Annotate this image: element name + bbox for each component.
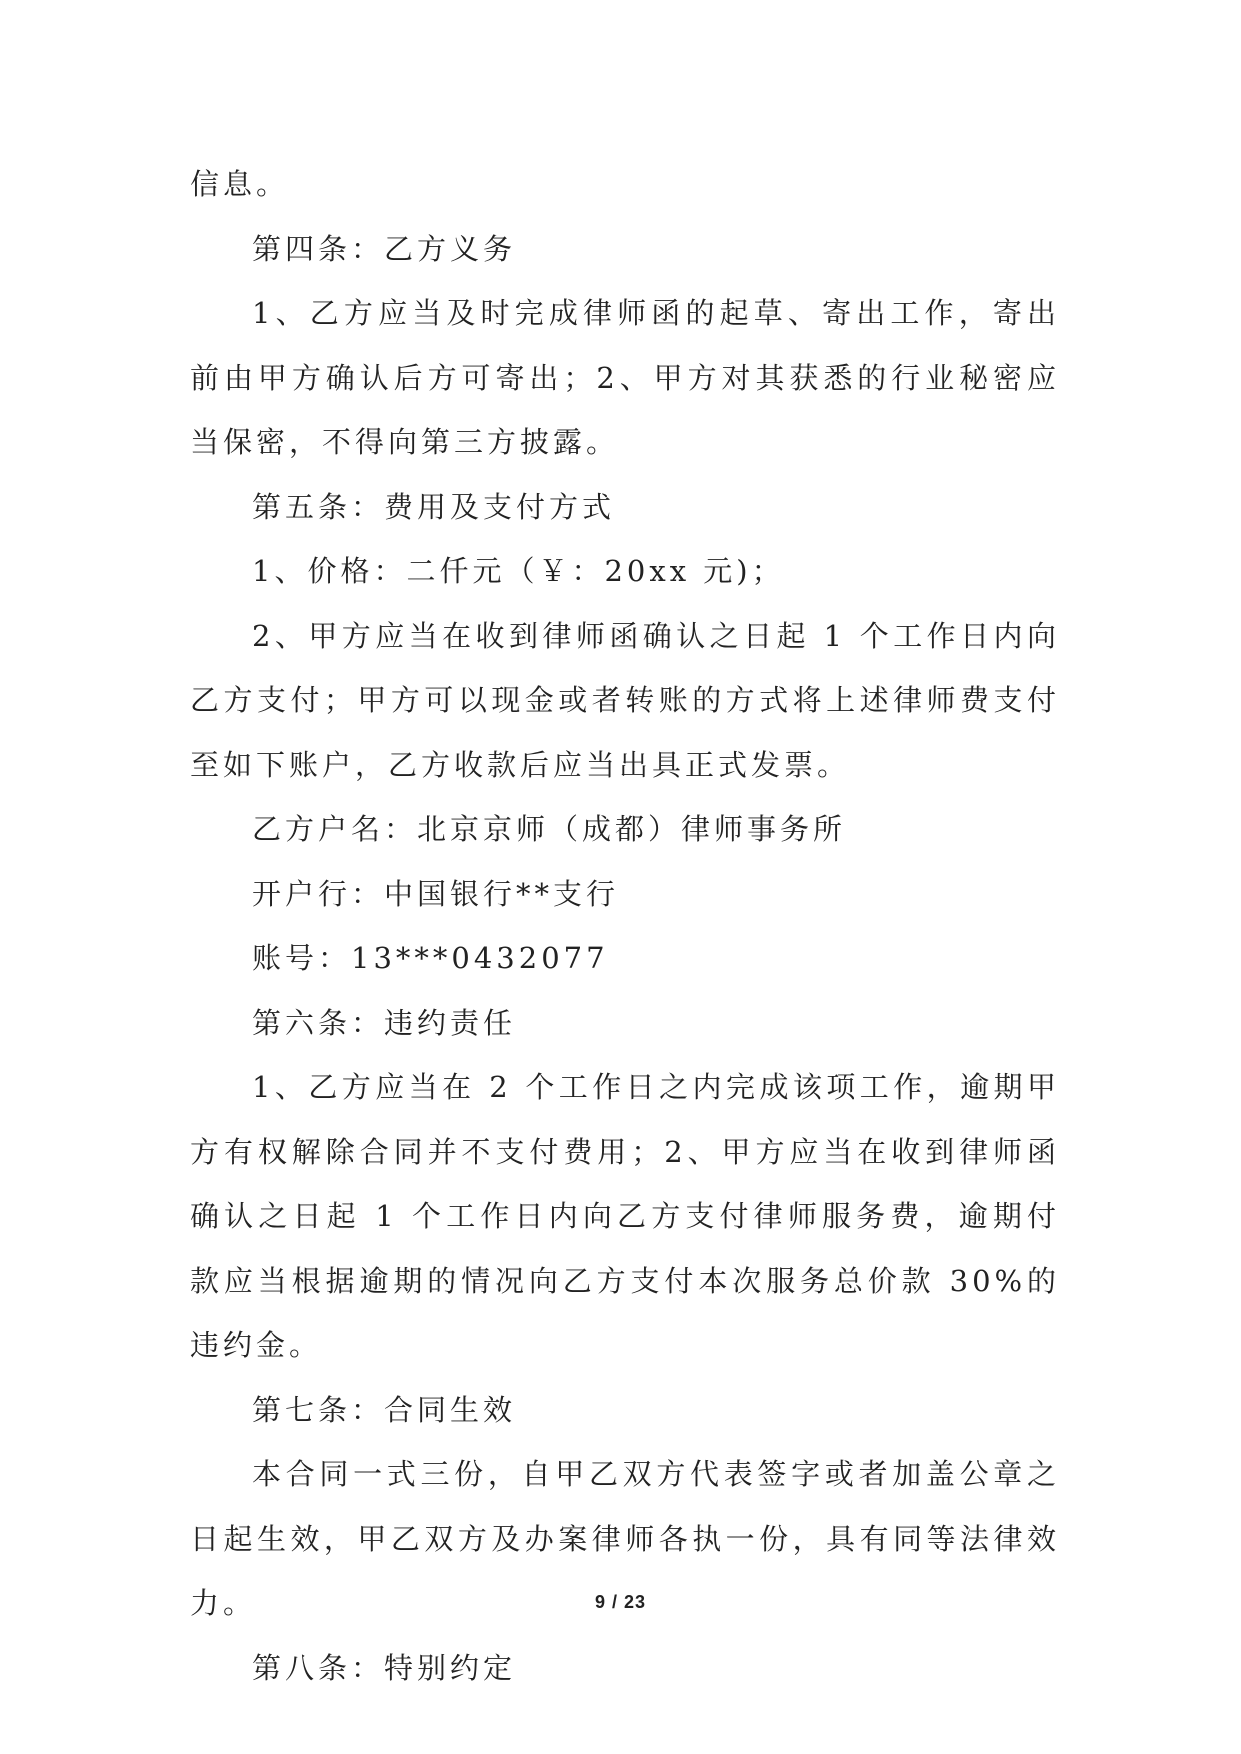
document-body bbox=[190, 152, 1060, 1700]
account-number: 账号：13***0432077 bbox=[252, 941, 609, 975]
article-5-heading: 第五条：费用及支付方式 bbox=[252, 489, 616, 524]
paragraph-continuation: 信息。 bbox=[190, 167, 290, 201]
page-number: 9 / 23 bbox=[594, 1592, 647, 1612]
article-8-heading: 第八条：特别约定 bbox=[252, 1650, 517, 1685]
article-5-payment: 2、甲方应当在收到律师函确认之日起 1 个工作日内向乙方支付；甲方可以现金或者转账的方式将上述律师费支付至如下账户，乙方收款后应当出具正式发票。 bbox=[190, 618, 1060, 782]
article-6-body: 1、乙方应当在 2 个工作日之内完成该项工作，逾期甲方有权解除合同并不支付费用；2、甲方应当在收到律师函确认之日起 1 个工作日内向乙方支付律师服务费，逾期付款应当根据逾期的情况向乙方支付本次服务总价款 30%的违约金。 bbox=[190, 1070, 1060, 1362]
article-6-heading: 第六条：违约责任 bbox=[252, 1005, 517, 1040]
account-bank: 开户行：中国银行**支行 bbox=[252, 876, 620, 911]
article-5-price: 1、价格：二仟元（￥：20xx 元)； bbox=[252, 554, 785, 588]
article-4-heading: 第四条：乙方义务 bbox=[252, 231, 517, 266]
account-name: 乙方户名：北京京师（成都）律师事务所 bbox=[252, 812, 847, 846]
article-7-heading: 第七条：合同生效 bbox=[252, 1392, 517, 1427]
article-7-body: 本合同一式三份，自甲乙双方代表签字或者加盖公章之日起生效，甲乙双方及办案律师各执一份，具有同等法律效力。 bbox=[190, 1457, 1060, 1620]
article-4-body: 1、乙方应当及时完成律师函的起草、寄出工作，寄出前由甲方确认后方可寄出；2、甲方对其获悉的行业秘密应当保密，不得向第三方披露。 bbox=[190, 296, 1060, 459]
